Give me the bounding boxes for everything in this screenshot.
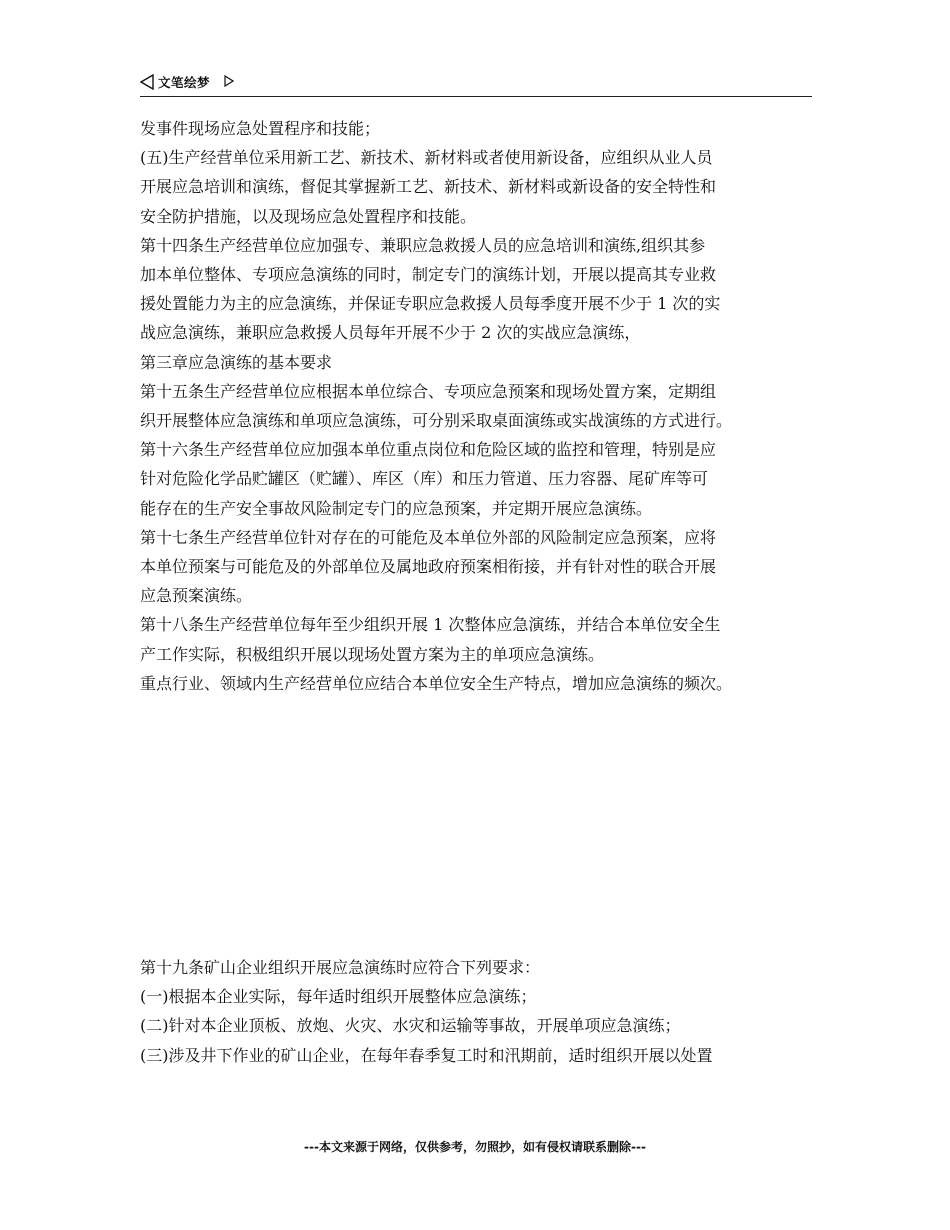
paragraph: 第十七条生产经营单位针对存在的可能危及本单位外部的风险制定应急预案，应将 本单位预案与可能危及的外部单位及属地政府预案相衔接，并有针对性的联合开展 应急预案演练。	[140, 527, 717, 606]
list-item: (一)根据本企业实际，每年适时组织开展整体应急演练；	[140, 987, 537, 1007]
paragraph: 第十八条生产经营单位每年至少组织开展 1 次整体应急演练，并结合本单位安全生 产工作实际，积极组织开展以现场处置方案为主的单项应急演练。	[140, 615, 721, 664]
footer-notice: ---本文来源于网络，仅供参考，勿照抄，如有侵权请联系删除---	[304, 1140, 646, 1154]
paragraph: 重点行业、领域内生产经营单位应结合本单位安全生产特点，增加应急演练的频次。	[140, 673, 733, 693]
list-item: (三)涉及井下作业的矿山企业，在每年春季复工时和汛期前，适时组织开展以处置	[140, 1045, 713, 1065]
document-body	[140, 114, 830, 698]
chapter-heading: 第三章应急演练的基本要求	[140, 352, 333, 372]
header-brand: 文笔绘梦	[158, 75, 211, 90]
paragraph: 第十四条生产经营单位应加强专、兼职应急救援人员的应急培训和演练,组织其参 加本单位整体、专项应急演练的同时，制定专门的演练计划，开展以提高其专业救 援处置能力为主的应急演练，并保证专职应急救援人员每季度开展不少于 1 次的实 战应急演练，兼职应急救援人员每年开展不少于 2 次的实战应急演练，	[140, 235, 721, 343]
page-header	[140, 72, 812, 97]
list-item: (二)针对本企业顶板、放炮、火灾、水灾和运输等事故，开展单项应急演练；	[140, 1016, 681, 1036]
paragraph: 第十五条生产经营单位应根据本单位综合、专项应急预案和现场处置方案，定期组 织开展整体应急演练和单项应急演练，可分别采取桌面演练或实战演练的方式进行。	[140, 381, 733, 431]
left-triangle-outline-icon	[140, 74, 154, 90]
document-body-section-2	[140, 953, 830, 1070]
paragraph: (五)生产经营单位采用新工艺、新技术、新材料或者使用新设备，应组织从业人员 开展应急培训和演练，督促其掌握新工艺、新技术、新材料或新设备的安全特性和 安全防护措施，以及现场应急处置程序和技能。	[140, 148, 717, 226]
paragraph: 第十六条生产经营单位应加强本单位重点岗位和危险区域的监控和管理，特别是应 针对危险化学品贮罐区（贮罐）、库区（库）和压力管道、压力容器、尾矿库等可 能存在的生产安全事故风险制定专门的应急预案，并定期开展应急演练。	[140, 440, 717, 518]
right-triangle-outline-icon	[224, 75, 234, 87]
article-heading: 第十九条矿山企业组织开展应急演练时应符合下列要求：	[140, 958, 541, 977]
paragraph: 发事件现场应急处置程序和技能；	[140, 119, 381, 138]
